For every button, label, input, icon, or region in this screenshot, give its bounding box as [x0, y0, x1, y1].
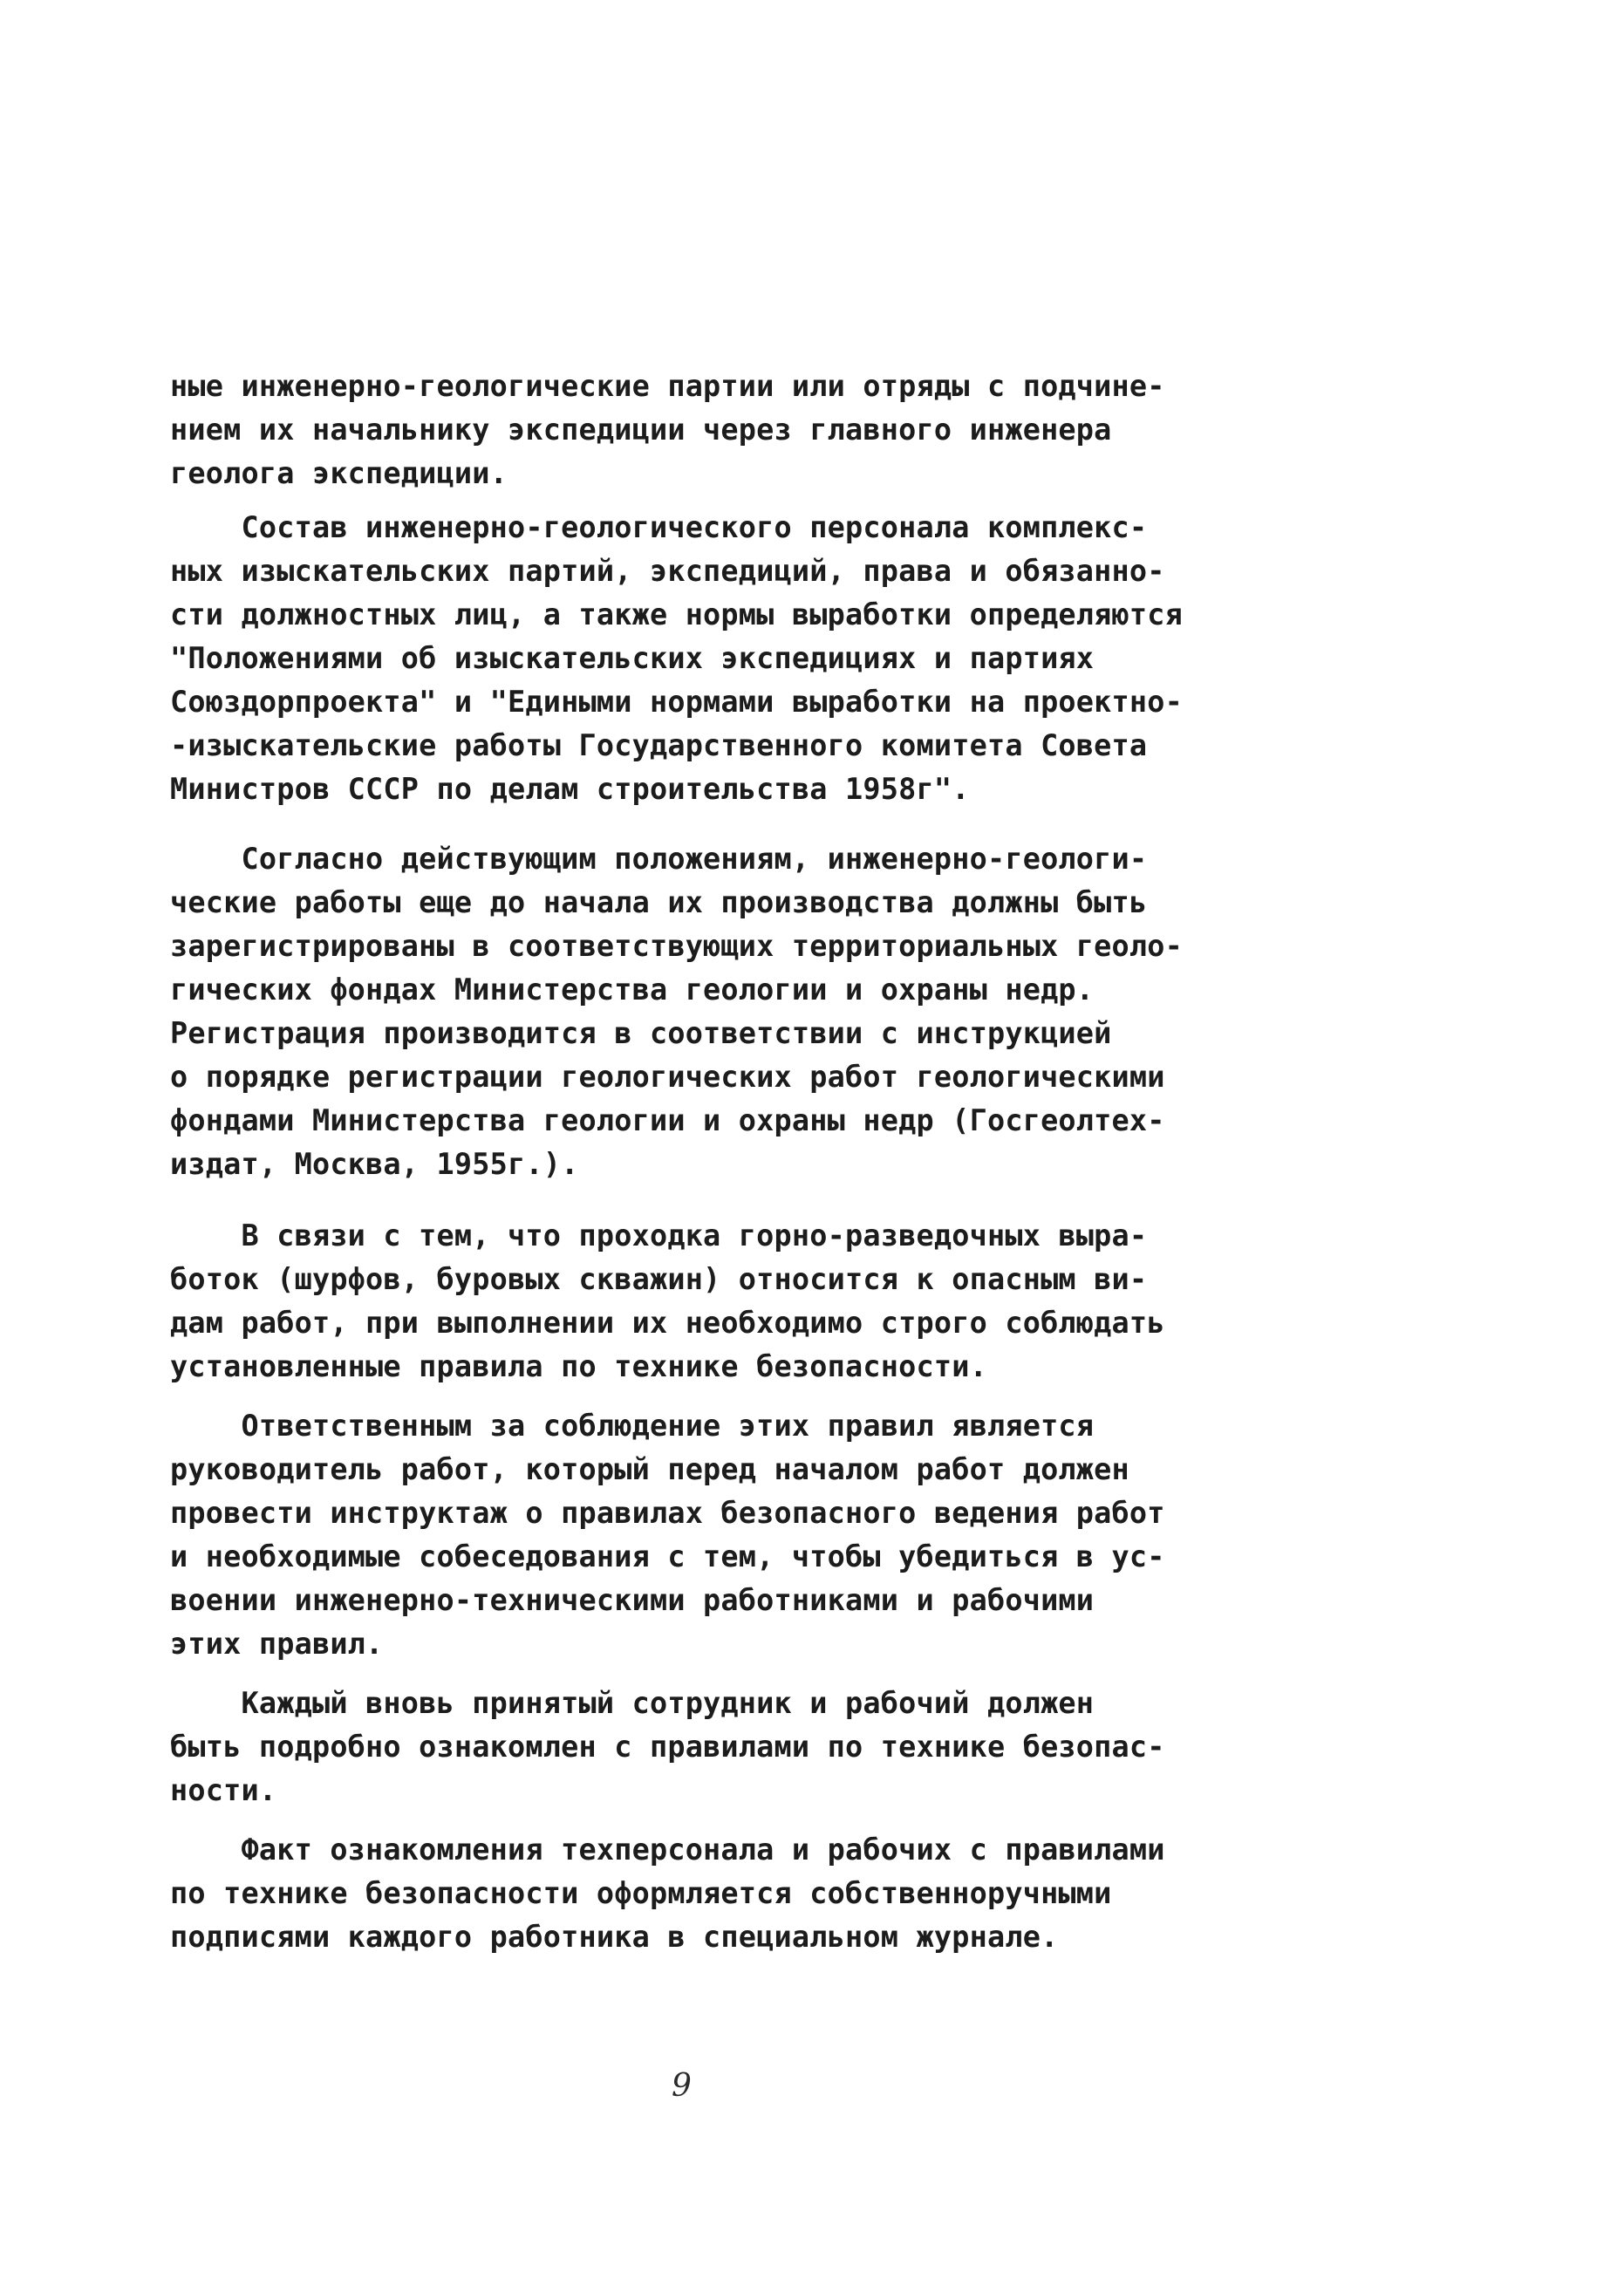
- text-line: Согласно действующим положениям, инженерно-геологи-: [170, 842, 1148, 876]
- page-number: 9: [672, 2068, 692, 2104]
- text-line: провести инструктаж о правилах безопасного ведения работ: [170, 1496, 1165, 1530]
- text-line: ные инженерно-геологические партии или отряды с подчине-: [170, 369, 1165, 403]
- text-line: сти должностных лиц, а также нормы выработки определяются: [170, 597, 1184, 631]
- text-line: и необходимые собеседования с тем, чтобы убедиться в ус-: [170, 1539, 1165, 1573]
- text-line: подписями каждого работника в специальном журнале.: [170, 1920, 1059, 1954]
- text-line: геолога экспедиции.: [170, 456, 508, 490]
- paragraph-2: [170, 506, 1217, 811]
- text-line: Состав инженерно-геологического персонала комплекс-: [170, 510, 1148, 544]
- paragraph-6: [170, 1682, 1217, 1812]
- text-line: зарегистрированы в соответствующих территориальных геоло-: [170, 929, 1184, 963]
- text-line: о порядке регистрации геологических работ геологическими: [170, 1060, 1165, 1094]
- paragraph-4: [170, 1214, 1217, 1389]
- text-line: Ответственным за соблюдение этих правил является: [170, 1409, 1095, 1443]
- text-line: Союздорпроекта" и "Едиными нормами выработки на проектно-: [170, 685, 1184, 719]
- text-line: -изыскательские работы Государственного комитета Совета: [170, 728, 1148, 762]
- text-line: Факт ознакомления техперсонала и рабочих с правилами: [170, 1833, 1165, 1867]
- text-line: этих правил.: [170, 1627, 384, 1661]
- text-line: ческие работы еще до начала их производства должны быть: [170, 885, 1148, 919]
- text-line: гических фондах Министерства геологии и охраны недр.: [170, 973, 1095, 1007]
- text-line: установленные правила по технике безопасности.: [170, 1349, 987, 1383]
- text-line: дам работ, при выполнении их необходимо строго соблюдать: [170, 1306, 1165, 1340]
- text-line: Каждый вновь принятый сотрудник и рабочий должен: [170, 1686, 1095, 1720]
- text-line: В связи с тем, что проходка горно-разведочных выра-: [170, 1218, 1148, 1253]
- text-line: боток (шурфов, буровых скважин) относится к опасным ви-: [170, 1262, 1148, 1296]
- text-line: воении инженерно-техническими работниками и рабочими: [170, 1583, 1095, 1617]
- text-line: Регистрация производится в соответствии с инструкцией: [170, 1016, 1112, 1050]
- text-line: руководитель работ, который перед началом работ должен: [170, 1452, 1129, 1486]
- text-line: "Положениями об изыскательских экспедициях и партиях: [170, 641, 1095, 675]
- text-line: быть подробно ознакомлен с правилами по технике безопас-: [170, 1730, 1165, 1764]
- paragraph-3: [170, 837, 1217, 1186]
- text-line: издат, Москва, 1955г.).: [170, 1147, 579, 1181]
- paragraph-1: [170, 365, 1217, 495]
- text-line: нием их начальнику экспедиции через главного инженера: [170, 413, 1112, 447]
- text-line: ных изыскательских партий, экспедиций, права и обязанно-: [170, 554, 1165, 588]
- text-line: ности.: [170, 1773, 277, 1807]
- paragraph-7: [170, 1828, 1217, 1959]
- text-line: фондами Министерства геологии и охраны недр (Госгеолтех-: [170, 1103, 1165, 1137]
- text-line: Министров СССР по делам строительства 1958г".: [170, 772, 970, 806]
- text-line: по технике безопасности оформляется собственноручными: [170, 1876, 1112, 1910]
- paragraph-5: [170, 1404, 1217, 1666]
